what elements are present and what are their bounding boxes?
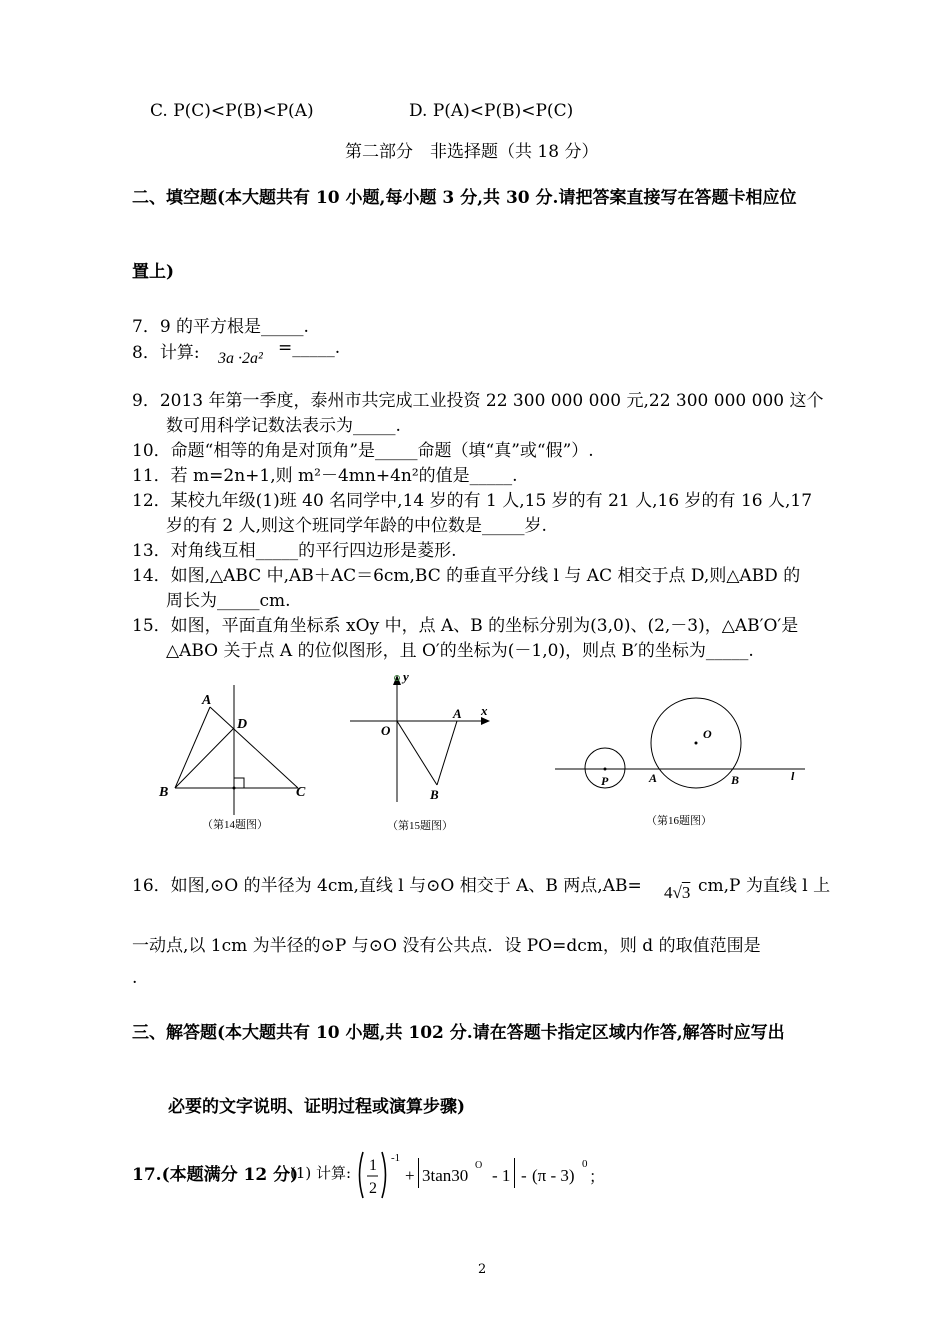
label-a: A — [202, 693, 212, 708]
q17-prefix: 17.(本题满分 12 分) — [132, 1165, 299, 1185]
figure-14 — [150, 680, 330, 840]
q15-text: 如图，平面直角坐标系 xOy 中，点 A、B 的坐标分别为(3,0)、(2,－3)，△AB′O′是 — [170, 616, 799, 636]
page-number: 2 — [478, 1262, 487, 1277]
segment-ac — [210, 707, 298, 788]
sqrt-icon: √ — [672, 883, 682, 902]
q8-number: 8． — [132, 343, 160, 363]
center-p-dot — [604, 768, 607, 771]
center-o-dot — [695, 742, 698, 745]
q16-text-a: 如图,⊙O 的半径为 4cm,直线 l 与⊙O 相交于 A、B 两点,AB= — [170, 876, 642, 896]
q16-sqrt-radicand: 3 — [681, 883, 691, 902]
q12-text: 某校九年级(1)班 40 名同学中,14 岁的有 1 人,15 岁的有 21 人,16 岁的有 16 人,17 — [170, 491, 813, 511]
section-three-title-line1: 三、解答题(本大题共有 10 小题,共 102 分.请在答题卡指定区域内作答,解答时应写出 — [132, 1023, 785, 1043]
q13 — [132, 536, 457, 561]
label-y: y — [403, 669, 409, 684]
x-axis-arrow-icon — [481, 717, 490, 725]
q9-line2: 数可用科学记数法表示为_____. — [166, 416, 401, 436]
q16-line3: . — [132, 968, 138, 988]
label-b: B — [731, 773, 740, 787]
label-b: B — [430, 787, 439, 802]
right-angle-mark — [234, 778, 244, 788]
q10-number: 10． — [132, 441, 171, 461]
q9-text: 2013 年第一季度，泰州市共完成工业投资 22 300 000 000 元,22 300 000 000 这个 — [159, 391, 824, 411]
section-two-title-line2: 置上) — [132, 262, 175, 282]
q14-line1 — [132, 561, 800, 586]
q15-number: 15． — [132, 616, 171, 636]
q11-number: 11． — [132, 466, 171, 486]
q14-text: 如图,△ABC 中,AB＋AC＝6cm,BC 的垂直平分线 l 与 AC 相交于点 D,则△ABD 的 — [170, 566, 801, 586]
figure-15 — [345, 665, 505, 840]
q13-number: 13． — [132, 541, 171, 561]
q16-text-b: cm,P 为直线 l 上 — [698, 876, 831, 896]
q8-text: 计算: — [159, 343, 200, 363]
fig15-caption: （第15题图） — [387, 820, 453, 832]
q14-line2: 周长为_____cm. — [166, 591, 291, 611]
q15-line1 — [132, 611, 798, 636]
q17-fraction-with-parens — [355, 1148, 405, 1206]
fraction-numerator: 1 — [369, 1157, 377, 1174]
q16-sqrt-expression — [664, 883, 690, 903]
abs-bar-left — [418, 1158, 419, 1188]
plus-sign: + — [405, 1166, 415, 1185]
right-paren-icon — [382, 1152, 386, 1198]
minus-sign: - — [521, 1166, 527, 1185]
q8 — [132, 338, 200, 363]
left-paren-icon — [360, 1152, 364, 1198]
q16-line2: 一动点,以 1cm 为半径的⊙P 与⊙O 没有公共点．设 PO=dcm，则 d 的取值范围是 — [132, 936, 761, 956]
segment-ab — [437, 721, 457, 785]
fig14-caption: （第14题图） — [202, 819, 268, 831]
abs-content: 3tan30 — [422, 1166, 469, 1185]
fig16-caption: （第16题图） — [646, 815, 712, 827]
q17-part: (1) 计算: — [290, 1164, 352, 1182]
segment-ab — [175, 707, 210, 788]
q12-line1 — [132, 486, 812, 511]
q15-line2: △ABO 关于点 A 的位似图形，且 O′的坐标为(－1,0)，则点 B′的坐标为_____. — [166, 641, 754, 661]
q16-line1a — [132, 871, 642, 896]
pi-expression: (π - 3) — [532, 1166, 575, 1185]
label-p: P — [601, 774, 609, 788]
minus-one: - 1 — [492, 1166, 511, 1185]
q7-number: 7． — [132, 317, 160, 337]
fraction-denominator: 2 — [369, 1180, 377, 1197]
q9-number: 9． — [132, 391, 160, 411]
q7-text: 9 的平方根是_____. — [159, 317, 309, 337]
q9-line1 — [132, 386, 823, 411]
label-d: D — [237, 717, 248, 732]
label-l: l — [791, 769, 795, 783]
q12-line2: 岁的有 2 人,则这个班同学年龄的中位数是_____岁. — [166, 516, 547, 536]
q16-sqrt-coef: 4 — [664, 883, 673, 902]
label-c: C — [296, 785, 306, 800]
exponent-minus-one: -1 — [391, 1152, 401, 1164]
q12-number: 12． — [132, 491, 171, 511]
q16-number: 16． — [132, 876, 171, 896]
section-two-title-line1: 二、填空题(本大题共有 10 小题,每小题 3 分,共 30 分.请把答案直接写在答题卡相应位 — [132, 188, 797, 208]
q10 — [132, 436, 594, 461]
q11 — [132, 461, 518, 486]
label-o: O — [381, 723, 391, 738]
segment-bd — [175, 728, 234, 788]
q8-expression: 3a ·2a² — [218, 350, 263, 367]
label-a: A — [649, 771, 658, 785]
midpoint-dot — [233, 787, 236, 790]
q7 — [132, 312, 309, 337]
section-three-title-line2: 必要的文字说明、证明过程或演算步骤) — [168, 1097, 466, 1117]
option-d: D. P(A)<P(B)<P(C) — [409, 101, 574, 121]
segment-ob — [397, 721, 437, 785]
exponent-zero: 0 — [582, 1158, 588, 1170]
figure-16 — [550, 690, 810, 835]
q8-answer: =_____. — [278, 338, 341, 358]
part-two-heading: 第二部分 非选择题（共 18 分） — [345, 142, 599, 162]
q17-end: ； — [589, 1167, 606, 1186]
label-a: A — [453, 706, 462, 721]
label-b: B — [159, 785, 169, 800]
label-x: x — [481, 703, 488, 718]
q11-text: 若 m=2n+1,则 m²－4mn+4n²的值是_____. — [170, 466, 518, 486]
q10-text: 命题“相等的角是对顶角”是_____命题（填“真”或“假”）. — [170, 441, 594, 461]
q13-text: 对角线互相_____的平行四边形是菱形. — [170, 541, 457, 561]
option-c: C. P(C)<P(B)<P(A) — [150, 101, 314, 121]
label-o: O — [703, 727, 712, 741]
q14-number: 14． — [132, 566, 171, 586]
abs-bar-right — [514, 1158, 515, 1188]
degree-mark: O — [475, 1160, 483, 1171]
